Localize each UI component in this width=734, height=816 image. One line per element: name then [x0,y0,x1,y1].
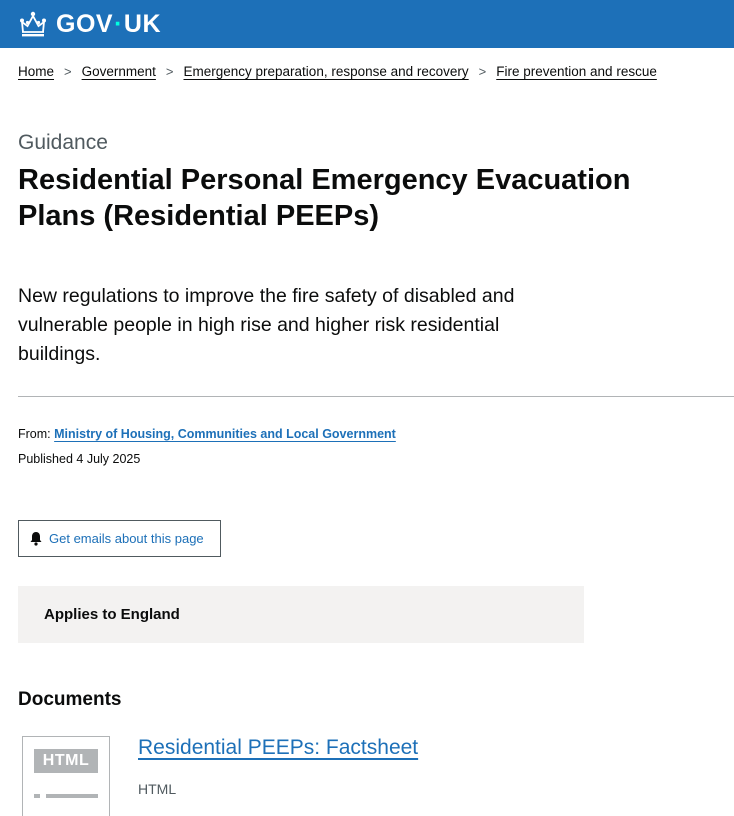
metadata-from [18,427,396,441]
breadcrumb-home[interactable]: Home [18,64,55,79]
section-divider [18,396,734,397]
breadcrumb [18,64,657,79]
page-caption: Guidance [18,131,108,154]
bell-icon [29,531,43,546]
chevron-right-icon: > [165,64,174,79]
chevron-right-icon: > [64,64,72,79]
document-thumbnail[interactable] [22,736,110,816]
logo-text [56,10,161,39]
thumbnail-line [46,794,98,798]
thumbnail-line [34,794,40,798]
html-file-icon: HTML [34,749,98,773]
breadcrumb-emergency-preparation[interactable]: Emergency preparation, response and recovery [183,64,469,79]
page-lead: New regulations to improve the fire safety of disabled and vulnerable people in high rise and higher risk residential buildings. [18,285,515,365]
logo-text-gov: GOV [56,9,114,38]
logo-text-uk: UK [123,9,162,38]
govuk-logo-link[interactable] [18,8,161,40]
from-label: From: [18,427,51,441]
crown-icon [18,10,48,38]
logo-dot: · [114,9,123,38]
published-label: Published [18,452,73,466]
breadcrumb-fire-prevention[interactable]: Fire prevention and rescue [496,64,657,79]
get-emails-label: Get emails about this page [49,531,204,546]
documents-heading: Documents [18,689,122,710]
chevron-right-icon: > [478,64,487,79]
page-title: Residential Personal Emergency Evacuation Plans (Residential PEEPs) [18,164,631,232]
metadata-published [18,452,140,466]
published-date: 4 July 2025 [76,452,141,466]
applies-to-text: Applies to England [44,606,180,623]
document-type: HTML [138,781,177,797]
breadcrumb-government[interactable]: Government [81,64,156,79]
get-emails-button[interactable] [18,520,221,557]
document-link-factsheet[interactable]: Residential PEEPs: Factsheet [138,736,419,759]
site-header [0,0,734,48]
from-organisation-link[interactable]: Ministry of Housing, Communities and Local Government [54,427,396,441]
applies-to-panel [18,586,584,643]
